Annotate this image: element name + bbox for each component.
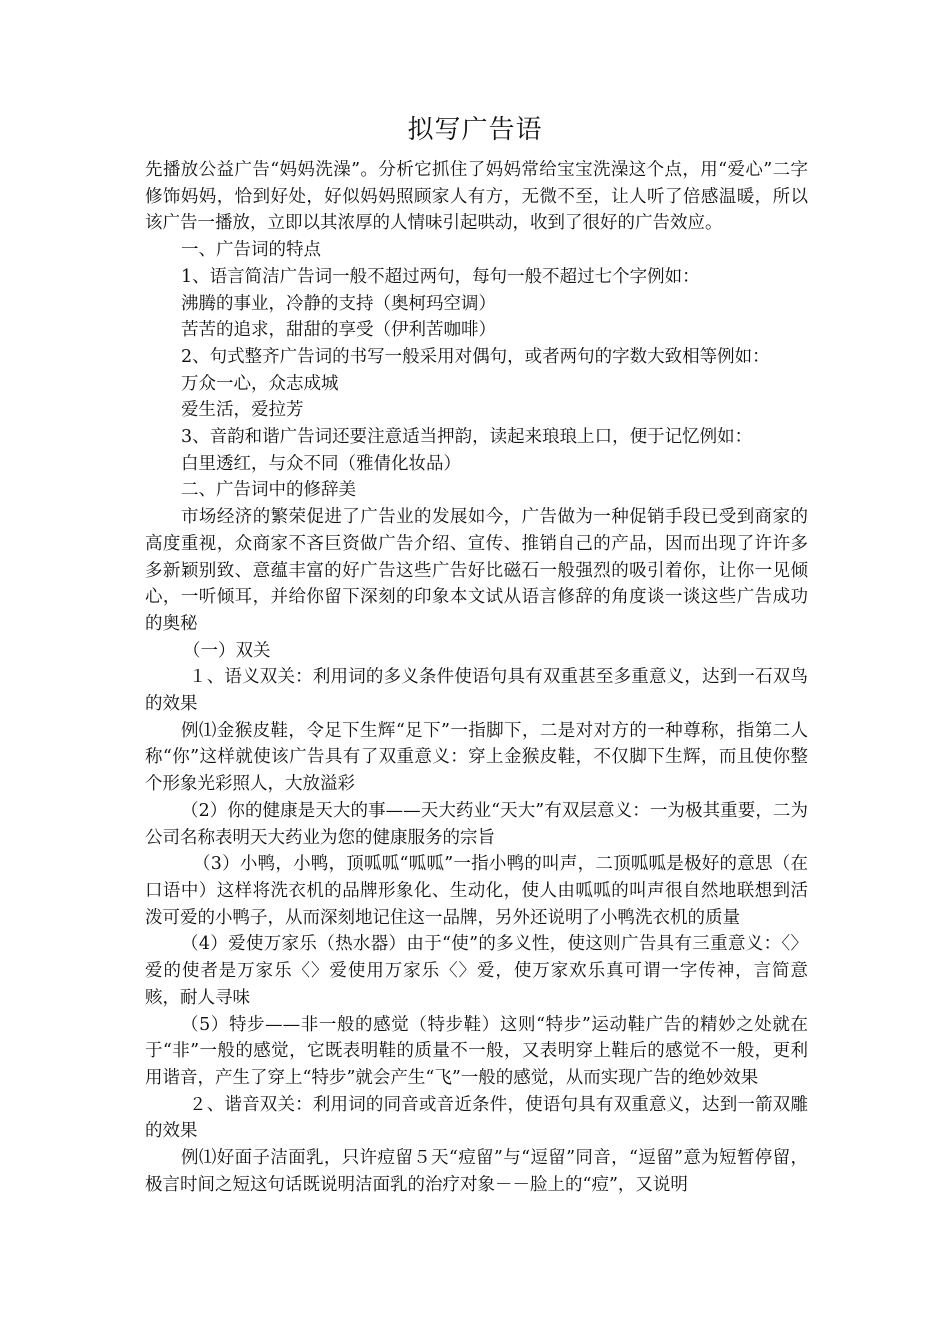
paragraph-homophone-pun: ２、谐音双关：利用词的同音或音近条件，使语句具有双重意义，达到一箭双雕的效果 (145, 1094, 808, 1142)
example-line: 爱生活，爱拉芳 (181, 400, 304, 421)
example-line: 万众一心，众志成城 (181, 373, 339, 394)
section-heading-rhetoric: 二、广告词中的修辞美 (181, 480, 356, 501)
paragraph-semantic-pun: １、语义双关：利用词的多义条件使语句具有双重甚至多重意义，达到一石双鸟的效果 (145, 667, 808, 715)
paragraph-market: 市场经济的繁荣促进了广告业的发展如今，广告做为一种促销手段已受到商家的高度重视，众商家不吝巨资做广告介绍、宣传、推销自己的产品，因而出现了许许多多新颖别致、意蕴丰富的好广告这些广告好比磁石一般强烈的吸引着你，让你一见倾心，一听倾耳，并给你留下深刻的印象本文试从语言修辞的角度谈一谈这些广告成功的奥秘 (145, 507, 808, 634)
feature-item-rhyme: 3、音韵和谐广告词还要注意适当押韵，读起来琅琅上口，便于记忆例如： (181, 427, 753, 448)
paragraph-example-5: （5）特步——非一般的感觉（特步鞋）这则“特步”运动鞋广告的精妙之处就在于“非”一般的感觉，它既表明鞋的质量不一般，又表明穿上鞋后的感觉不一般，更利用谐音，产生了穿上“特步”就会产生“飞”一般的感觉，从而实现广告的绝妙效果 (145, 1014, 808, 1088)
paragraph-homophone-example: 例⑴好面子洁面乳，只许痘留５天“痘留”与“逗留”同音，“逗留”意为短暂停留，极言时间之短这句话既说明洁面乳的治疗对象－－脸上的“痘”，又说明 (145, 1148, 808, 1195)
document-body (145, 157, 808, 1198)
feature-item-concise: 1、语言简洁广告词一般不超过两句，每句一般不超过七个字例如： (181, 266, 700, 287)
example-line: 苦苦的追求，甜甜的享受（伊利苦咖啡） (181, 320, 496, 341)
section-heading-features: 一、广告词的特点 (181, 240, 321, 261)
feature-item-parallel: 2、句式整齐广告词的书写一般采用对偶句，或者两句的字数大致相等例如： (181, 346, 770, 367)
example-line: 白里透红，与众不同（雅倩化妆品） (181, 453, 461, 474)
document-title: 拟写广告语 (407, 115, 543, 145)
paragraph-example-1: 例⑴金猴皮鞋，令足下生辉“足下”一指脚下，二是对对方的一种尊称，指第二人称“你”这样就使该广告具有了双重意义：穿上金猴皮鞋，不仅脚下生辉，而且使你整个形象光彩照人，大放溢彩 (145, 720, 808, 795)
paragraph-example-2: （2）你的健康是天大的事——天大药业“天大”有双层意义：一为极其重要，二为公司名称表明天大药业为您的健康服务的宗旨 (145, 800, 808, 848)
example-line: 沸腾的事业，冷静的支持（奥柯玛空调） (181, 293, 496, 314)
paragraph-example-4: （4）爱使万家乐（热水器）由于“使”的多义性，使这则广告具有三重意义：〈〉爱的使者是万家乐〈〉爱使用万家乐〈〉爱，使万家欢乐真可谓一字传神，言简意赅，耐人寻味 (145, 934, 808, 1008)
paragraph-example-3: （3）小鸭，小鸭，顶呱呱“呱呱”一指小鸭的叫声，二顶呱呱是极好的意思（在口语中）这样将洗衣机的品牌形象化、生动化，使人由呱呱的叫声很自然地联想到活泼可爱的小鸭子，从而深刻地记住这一品牌，另外还说明了小鸭洗衣机的质量 (145, 854, 808, 928)
subsection-heading-pun: （一）双关 (183, 640, 271, 661)
paragraph-intro: 先播放公益广告“妈妈洗澡”。分析它抓住了妈妈常给宝宝洗澡这个点，用“爱心”二字修饰妈妈，恰到好处，好似妈妈照顾家人有方，无微不至，让人听了倍感温暖，所以该广告一播放，立即以其浓厚的人情味引起哄动，收到了很好的广告效应。 (145, 160, 808, 234)
